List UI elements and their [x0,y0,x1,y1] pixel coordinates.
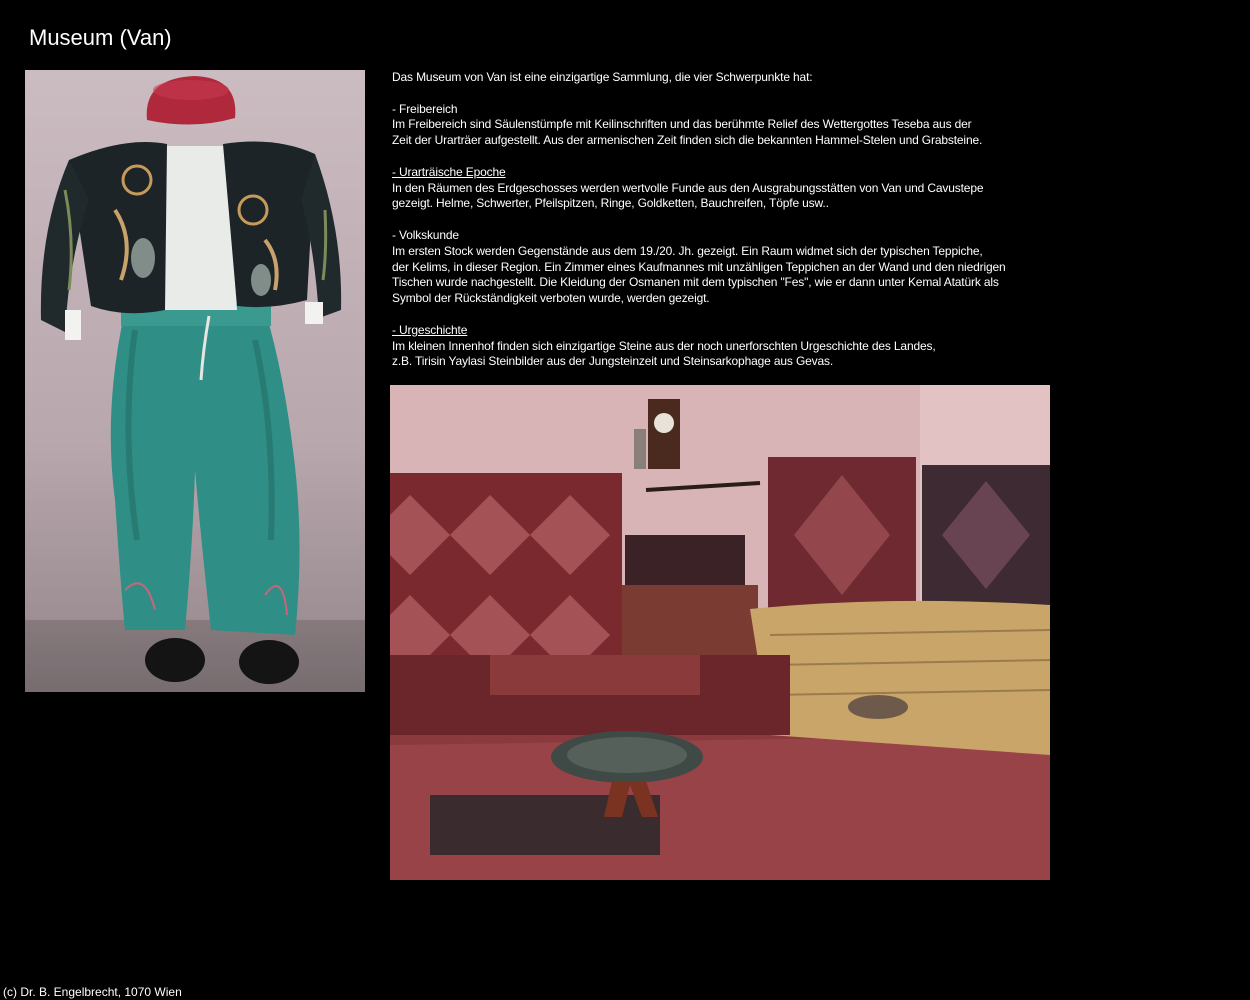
description-text [392,70,1052,386]
section-heading: - Freibereich [392,101,458,116]
section-heading-link[interactable]: - Urarträische Epoche [392,164,506,179]
page-title: Museum (Van) [29,25,172,50]
section-freibereich [392,102,1052,149]
section-line: Im Freibereich sind Säulenstümpfe mit Keilinschriften und das berühmte Relief des Wettergottes Teseba aus der [392,117,972,132]
section-urgeschichte [392,323,1052,370]
costume-illustration [25,70,365,692]
section-urartaeische-epoche [392,165,1052,212]
intro-text: Das Museum von Van ist eine einzigartige Sammlung, die vier Schwerpunkte hat: [392,70,813,84]
copyright-footer: (c) Dr. B. Engelbrecht, 1070 Wien [3,985,182,999]
costume-photo [25,70,365,692]
section-line: Symbol der Rückständigkeit verboten wurde, werden gezeigt. [392,291,710,306]
section-line: gezeigt. Helme, Schwerter, Pfeilspitzen, Ringe, Goldketten, Bauchreifen, Töpfe usw.. [392,196,829,211]
section-line: Tischen wurde nachgestellt. Die Kleidung der Osmanen mit dem typischen "Fes", wie er dann unter Kemal Atatürk als [392,275,999,290]
section-line: Im ersten Stock werden Gegenstände aus dem 19./20. Jh. gezeigt. Ein Raum widmet sich der typischen Teppiche, [392,243,983,258]
section-line: der Kelims, in dieser Region. Ein Zimmer eines Kaufmannes mit unzähligen Teppichen an der Wand und den niedrigen [392,259,1006,274]
room-illustration [390,385,1050,880]
section-line: In den Räumen des Erdgeschosses werden wertvolle Funde aus den Ausgrabungsstätten von Van und Cavustepe [392,180,984,195]
section-line: Im kleinen Innenhof finden sich einzigartige Steine aus der noch unerforschten Urgeschichte des Landes, [392,338,936,353]
section-line: Zeit der Urarträer aufgestellt. Aus der armenischen Zeit finden sich die bekannten Hammel-Stelen und Grabsteine. [392,133,983,148]
merchant-room-photo [390,385,1050,880]
section-line: z.B. Tirisin Yaylasi Steinbilder aus der Jungsteinzeit und Steinsarkophage aus Gevas. [392,354,834,369]
section-heading: - Volkskunde [392,227,459,242]
section-heading-link[interactable]: - Urgeschichte [392,322,468,337]
section-volkskunde [392,228,1052,307]
